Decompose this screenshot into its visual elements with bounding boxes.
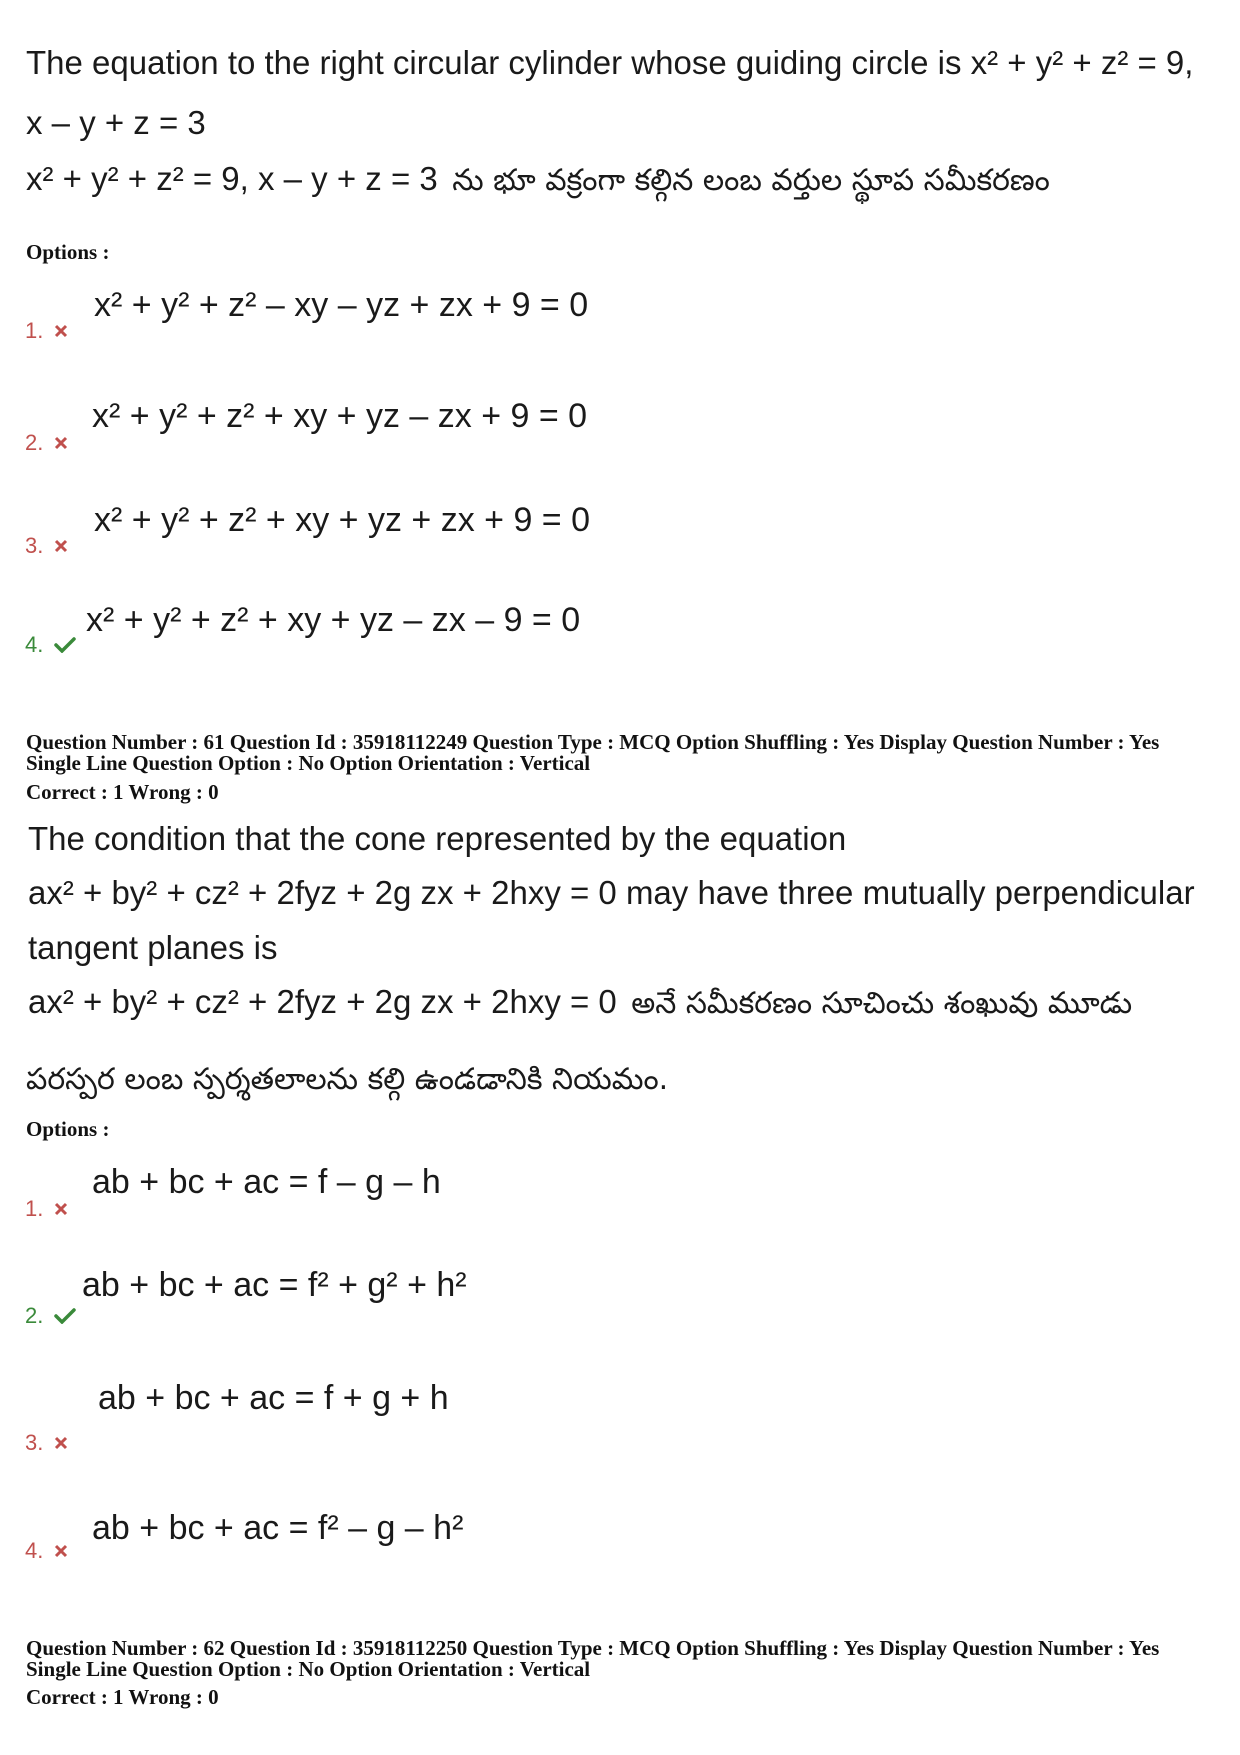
q60-text-line2: x – y + z = 3 xyxy=(26,104,206,141)
q61-text-line2: ax² + by² + cz² + 2fyz + 2g zx + 2hxy = 0 may have three mutually perpendicular xyxy=(28,874,1195,911)
q61-meta-line1: Question Number : 61 Question Id : 35918112249 Question Type : MCQ Option Shuffling : Yes Display Question Number : Yes xyxy=(26,730,1160,754)
q61-option-4-number: 4. xyxy=(25,1538,44,1563)
q60-option-1-marker xyxy=(25,318,68,344)
cross-icon xyxy=(54,1202,68,1221)
check-icon xyxy=(54,637,76,658)
q61-option-1-number: 1. xyxy=(25,1196,44,1221)
q62-meta-line2: Single Line Question Option : No Option Orientation : Vertical xyxy=(26,1657,591,1681)
q60-option-2-marker xyxy=(25,430,68,456)
q62-meta-line3: Correct : 1 Wrong : 0 xyxy=(26,1685,219,1709)
q62-meta-line1: Question Number : 62 Question Id : 35918112250 Question Type : MCQ Option Shuffling : Yes Display Question Number : Yes xyxy=(26,1636,1160,1660)
q61-text-line3: tangent planes is xyxy=(28,929,278,966)
q61-option-3-number: 3. xyxy=(25,1430,44,1455)
q61-text-line4 xyxy=(28,983,1132,1028)
q61-option-2-expression: ab + bc + ac = f² + g² + h² xyxy=(82,1266,467,1304)
cross-icon xyxy=(54,1436,68,1455)
q60-line3-telugu: ను భూ వక్రంగా కల్గిన లంబ వర్తుల స్థూప సమీకరణం xyxy=(452,163,1050,198)
cross-icon xyxy=(54,436,68,455)
q61-options-label: Options : xyxy=(26,1117,110,1141)
q61-option-4-expression: ab + bc + ac = f² – g – h² xyxy=(92,1509,464,1547)
q60-option-1-expression: x² + y² + z² – xy – yz + zx + 9 = 0 xyxy=(94,286,589,324)
q61-option-3-expression: ab + bc + ac = f + g + h xyxy=(98,1379,449,1417)
q60-text-line1: The equation to the right circular cylinder whose guiding circle is x² + y² + z² = 9, xyxy=(26,44,1194,81)
q60-text-line3 xyxy=(26,160,1050,205)
q61-option-1-expression: ab + bc + ac = f – g – h xyxy=(92,1163,441,1201)
cross-icon xyxy=(54,1544,68,1563)
q61-line4-math: ax² + by² + cz² + 2fyz + 2g zx + 2hxy = 0 xyxy=(28,983,617,1020)
q60-option-1-number: 1. xyxy=(25,318,44,343)
q61-text-line5: పరస్పర లంబ స్పర్శతలాలను కల్గి ఉండడానికి నియమం. xyxy=(26,1062,669,1097)
q60-line3-math: x² + y² + z² = 9, x – y + z = 3 xyxy=(26,160,438,197)
q61-option-4-marker xyxy=(25,1538,68,1564)
q61-option-1-marker xyxy=(25,1196,68,1222)
q60-option-4-number: 4. xyxy=(25,632,44,657)
q60-option-4-marker xyxy=(25,632,76,658)
q60-option-3-expression: x² + y² + z² + xy + yz + zx + 9 = 0 xyxy=(94,501,591,539)
check-icon xyxy=(54,1308,76,1329)
q61-text-line1: The condition that the cone represented by the equation xyxy=(28,820,847,857)
q60-option-3-marker xyxy=(25,533,68,559)
q60-option-4-expression: x² + y² + z² + xy + yz – zx – 9 = 0 xyxy=(86,601,581,639)
cross-icon xyxy=(54,539,68,558)
q61-option-2-marker xyxy=(25,1303,76,1329)
q60-option-3-number: 3. xyxy=(25,533,44,558)
q61-option-2-number: 2. xyxy=(25,1303,44,1328)
q60-option-2-number: 2. xyxy=(25,430,44,455)
cross-icon xyxy=(54,324,68,343)
q60-option-2-expression: x² + y² + z² + xy + yz – zx + 9 = 0 xyxy=(92,397,588,435)
q61-meta-line3: Correct : 1 Wrong : 0 xyxy=(26,780,219,804)
q61-line4-telugu: అనే సమీకరణం సూచించు శంఖువు మూడు xyxy=(631,986,1133,1021)
q61-option-3-marker xyxy=(25,1430,68,1456)
q61-meta-line2: Single Line Question Option : No Option Orientation : Vertical xyxy=(26,751,591,775)
q60-options-label: Options : xyxy=(26,240,110,264)
